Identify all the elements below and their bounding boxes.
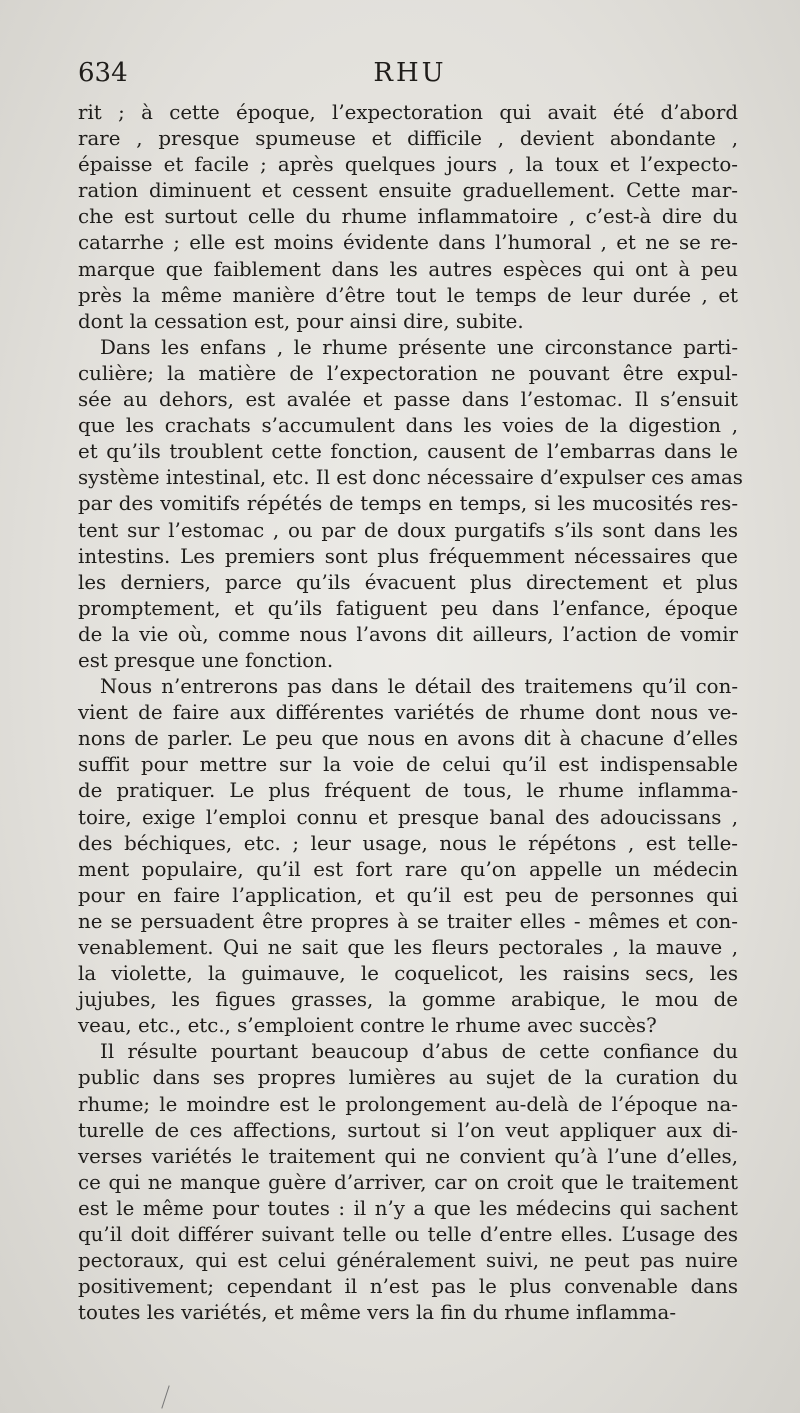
text-line: par des vomitifs répétés de temps en temps, si les mucosités res- (78, 492, 738, 516)
text-line: que les crachats s’accumulent dans les voies de la digestion , (78, 414, 738, 438)
text-line: système intestinal, etc. Il est donc nécessaire d’expulser ces amas (78, 466, 743, 490)
text-line: près la même manière d’être tout le temps de leur durée , et (78, 283, 738, 307)
text-line: la violette, la guimauve, le coquelicot, les raisins secs, les (78, 962, 738, 986)
text-line: sée au dehors, est avalée et passe dans l’estomac. Il s’ensuit (78, 388, 738, 412)
text-line: suffit pour mettre sur la voie de celui qu’il est indispensable (78, 753, 738, 777)
text-line: positivement; cependant il n’est pas le plus convenable dans (78, 1275, 738, 1299)
body-text (78, 100, 743, 1326)
paragraph (78, 1039, 738, 1326)
text-line: jujubes, les figues grasses, la gomme arabique, le mou de (78, 988, 738, 1012)
text-line: dont la cessation est, pour ainsi dire, subite. (78, 309, 524, 333)
text-line: les derniers, parce qu’ils évacuent plus directement et plus (78, 570, 738, 594)
text-line: est le même pour toutes : il n’y a que les médecins qui sachent (78, 1196, 738, 1220)
text-line: turelle de ces affections, surtout si l’on veut appliquer aux di- (78, 1118, 738, 1142)
page-number: 634 (78, 58, 128, 88)
paragraph (78, 674, 738, 1039)
text-line: Nous n’entrerons pas dans le détail des traitemens qu’il con- (100, 675, 738, 699)
paragraph (78, 335, 743, 674)
text-line: épaisse et facile ; après quelques jours , la toux et l’expecto- (78, 153, 738, 177)
text-line: pour en faire l’application, et qu’il est peu de personnes qui (78, 883, 738, 907)
text-line: promptement, et qu’ils fatiguent peu dans l’enfance, époque (78, 596, 738, 620)
text-line: et qu’ils troublent cette fonction, causent de l’embarras dans le (78, 440, 738, 464)
text-line: Dans les enfans , le rhume présente une circonstance parti- (100, 335, 738, 359)
text-line: public dans ses propres lumières au sujet de la curation du (78, 1066, 738, 1090)
text-line: ce qui ne manque guère d’arriver, car on croit que le traitement (78, 1170, 738, 1194)
text-line: che est surtout celle du rhume inflammatoire , c’est-à dire du (78, 205, 738, 229)
page-header (78, 58, 742, 98)
text-line: toire, exige l’emploi connu et presque banal des adoucissans , (78, 805, 738, 829)
text-line: des béchiques, etc. ; leur usage, nous le répétons , est telle- (78, 831, 738, 855)
text-line: verses variétés le traitement qui ne convient qu’à l’une d’elles, (78, 1144, 738, 1168)
text-line: Il résulte pourtant beaucoup d’abus de cette confiance du (100, 1040, 738, 1064)
text-line: ment populaire, qu’il est fort rare qu’on appelle un médecin (78, 857, 738, 881)
text-line: intestins. Les premiers sont plus fréquemment nécessaires que (78, 544, 738, 568)
text-line: de pratiquer. Le plus fréquent de tous, le rhume inflamma- (78, 779, 738, 803)
text-line: rhume; le moindre est le prolongement au-delà de l’époque na- (78, 1092, 738, 1116)
text-line: veau, etc., etc., s’emploient contre le rhume avec succès? (78, 1014, 657, 1038)
text-line: culière; la matière de l’expectoration ne pouvant être expul- (78, 361, 738, 385)
text-line: catarrhe ; elle est moins évidente dans l’humoral , et ne se re- (78, 231, 738, 255)
text-line: ration diminuent et cessent ensuite graduellement. Cette mar- (78, 179, 738, 203)
text-line: rare , presque spumeuse et difficile , devient abondante , (78, 127, 738, 151)
paragraph (78, 100, 738, 335)
text-line: est presque une fonction. (78, 648, 334, 672)
running-head: RHU (373, 58, 447, 88)
text-line: qu’il doit différer suivant telle ou telle d’entre elles. L’usage des (78, 1223, 738, 1247)
text-line: marque que faiblement dans les autres espèces qui ont à peu (78, 257, 738, 281)
text-line: rit ; à cette époque, l’expectoration qui avait été d’abord (78, 101, 738, 124)
margin-mark (161, 1385, 169, 1408)
text-line: ne se persuadent être propres à se traiter elles - mêmes et con- (78, 909, 738, 933)
text-line: venablement. Qui ne sait que les fleurs pectorales , la mauve , (78, 936, 738, 959)
text-line: vient de faire aux différentes variétés de rhume dont nous ve- (78, 701, 738, 725)
text-line: tent sur l’estomac , ou par de doux purgatifs s’ils sont dans les (78, 518, 738, 542)
text-line: pectoraux, qui est celui généralement suivi, ne peut pas nuire (78, 1249, 738, 1273)
text-line: toutes les variétés, et même vers la fin du rhume inflamma- (78, 1301, 676, 1325)
text-line: nons de parler. Le peu que nous en avons dit à chacune d’elles (78, 727, 738, 751)
text-line: de la vie où, comme nous l’avons dit ailleurs, l’action de vomir (78, 622, 738, 646)
